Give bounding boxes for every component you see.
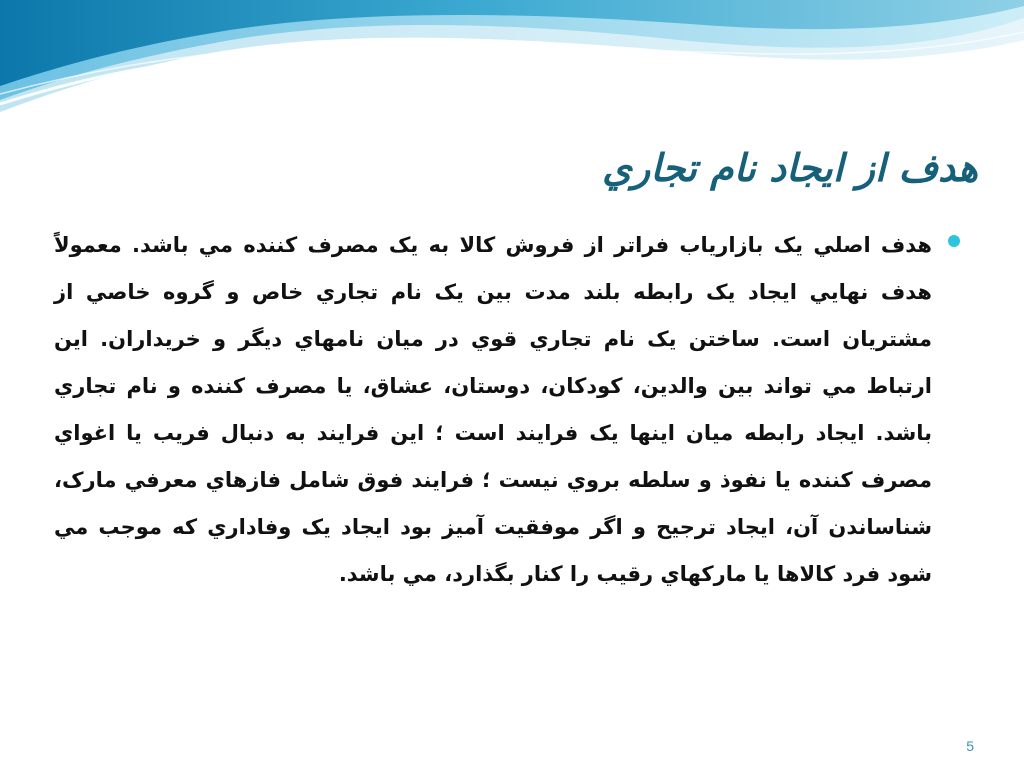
bullet-item [54, 222, 984, 598]
slide-number: 5 [966, 738, 974, 754]
header-wave-decoration [0, 0, 1024, 130]
slide-content [54, 222, 984, 598]
bullet-dot-icon [948, 235, 960, 247]
bullet-text: هدف اصلي يک بازاریاب فراتر از فروش کالا به يک مصرف کننده مي باشد. معمولاً هدف نهايي ايجاد يک رابطه بلند مدت بين يک نام تجاري خاص و گروه خاصي از مشتريان است. ساختن يک نام تجاري قوي در ميان نامهاي ديگر و خريداران. اين ارتباط مي تواند بين والدين، کودکان، دوستان، عشاق، يا مصرف کننده و نام تجاري باشد. ايجاد رابطه ميان اينها يک فرايند است ؛ اين فرايند به دنبال فريب يا اغواي مصرف کننده يا نفوذ و سلطه بروي نيست ؛ فرايند فوق شامل فازهاي معرفي مارک، شناساندن آن، ايجاد ترجيح و اگر موفقيت آميز بود ايجاد يک وفاداري که موجب مي شود فرد کالاها يا مارکهاي رقيب را کنار بگذارد، مي باشد. [54, 233, 932, 586]
slide-title: هدف از ايجاد نام تجاري [602, 145, 978, 190]
